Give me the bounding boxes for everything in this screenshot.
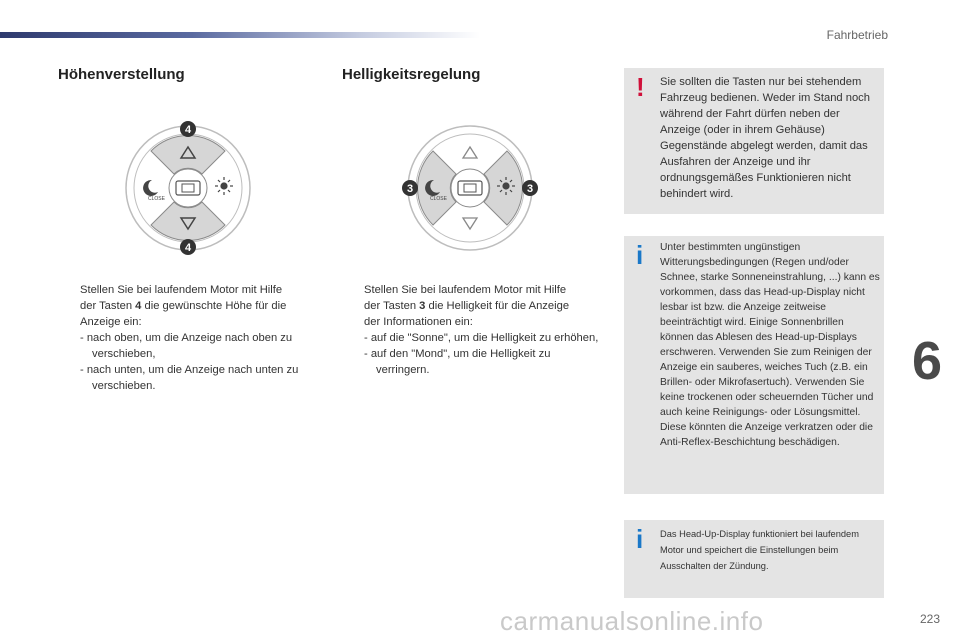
brightness-instructions: Stellen Sie bei laufendem Motor mit Hilfe der Tasten 3 die Helligkeit für die Anzeige der Informationen ein: - auf die "Sonne", um die Helligkeit zu erhöhen, - auf den "Mond", um die Helligkeit zu verringern. [364,284,599,376]
svg-text:CLOSE: CLOSE [430,196,447,202]
badge-bottom: 4 [184,242,192,254]
warning-box [624,68,884,214]
info-box-operation [624,520,884,598]
badge-left: 3 [406,183,414,195]
info-text-operation: Das Head-Up-Display funktioniert bei laufendem Motor und speichert die Einstellungen beim Ausschalten der Zündung. [660,529,859,571]
badge-top: 4 [184,124,192,136]
heading-hoehenverstellung: Höhenverstellung [58,66,185,83]
close-label: CLOSE [148,196,165,202]
section-label: Fahrbetrieb [826,28,888,42]
heading-helligkeitsregelung: Helligkeitsregelung [342,66,481,83]
header-bar [0,32,480,38]
info-icon: i [636,524,644,554]
hud-control-diagram-brightness [400,118,540,258]
info-text-cleaning: Unter bestimmten ungünstigen Witterungsbedingungen (Regen und/oder Schnee, starke Sonneneinstrahlung, ...) kann es vorkommen, dass das Head-up-Display nicht lesbar ist bzw. die Anzeige zeitweise beeinträchtigt wird. Einige Sonnenbrillen können das Ablesen des Head-up-Displays erschweren. Verwenden Sie zum Reinigen der Anzeige ein sauberes, weiches Tuch (z.B. ein Brillen- oder Mikrofasertuch). Verwenden Sie keine trockenen oder scheuernden Tücher und auch keine Reinigungs- oder Lösungsmittel. Diese könnten die Anzeige verkratzen oder die Anti-Reflex-Beschichtung beschädigen. [660,242,880,448]
warning-text: Sie sollten die Tasten nur bei stehendem Fahrzeug bedienen. Weder im Stand noch während der Fahrt dürfen neben der Anzeige (oder in ihrem Gehäuse) Gegenstände abgelegt werden, damit das Ausfahren der Anzeige und ihr ordnungsgemäßes Funktionieren nicht behindert wird. [660,76,871,200]
badge-right: 3 [526,183,534,195]
page-number: 223 [919,612,940,626]
chapter-number: 6 [911,331,942,391]
height-instructions: Stellen Sie bei laufendem Motor mit Hilfe der Tasten 4 die gewünschte Höhe für die Anzeige ein: - nach oben, um die Anzeige nach oben zu verschieben, - nach unten, um die Anzeige nach unten zu verschieben. [80,284,299,392]
info-icon: i [636,240,644,270]
info-box-cleaning [624,236,884,494]
watermark: carmanualsonline.info [500,606,764,636]
warning-icon: ! [636,72,645,102]
hud-control-diagram-height [118,118,258,258]
